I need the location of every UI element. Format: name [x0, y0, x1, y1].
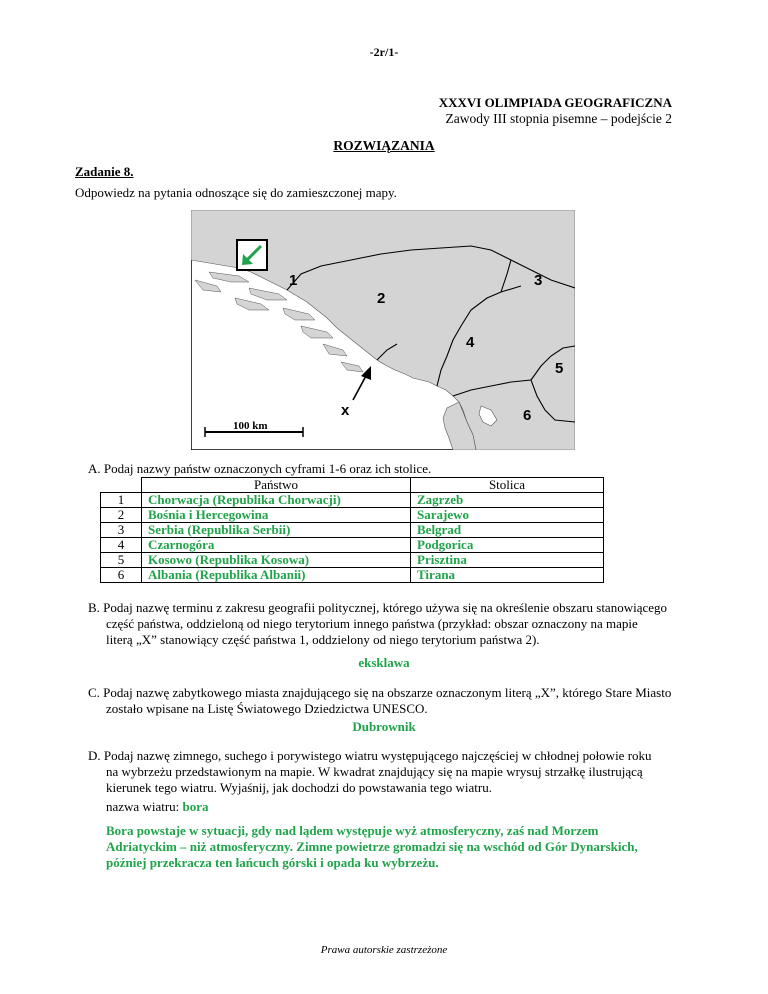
- question-c: C. Podaj nazwę zabytkowego miasta znajdującego się na obszarze oznaczonym literą „X”, którego Stare Miasto zostało wpisane na Listę Światowego Dziedzictwa UNESCO.: [88, 685, 672, 716]
- map-label-6: 6: [523, 407, 532, 424]
- col-capital-header: Stolica: [411, 478, 604, 493]
- page-number: -2r/1-: [369, 45, 399, 59]
- olympiad-subtitle: Zawody III stopnia pisemne – podejście 2: [445, 111, 672, 126]
- col-state-header: Państwo: [142, 478, 411, 493]
- wind-name-line: [106, 799, 209, 815]
- wind-explanation: Bora powstaje w sytuacji, gdy nad lądem występuje wyż atmosferyczny, zaś nad Morzem Adriatyckim – niż atmosferyczny. Zimne powietrze gromadzi się na wschód od Gór Dynarskich, później przekracza ten łańcuch górski i opada ku wybrzeżu.: [106, 823, 638, 870]
- map-label-2: 2: [377, 290, 386, 307]
- table-row: 5 Kosowo (Republika Kosowa) Prisztina: [101, 553, 604, 568]
- section-title: ROZWIĄZANIA: [333, 138, 435, 153]
- table-header-row: [101, 478, 604, 493]
- table-row: 6 Albania (Republika Albanii) Tirana: [101, 568, 604, 583]
- wind-label: nazwa wiatru:: [106, 799, 183, 814]
- copyright-footer: Prawa autorskie zastrzeżone: [320, 944, 448, 956]
- map-label-4: 4: [466, 334, 475, 351]
- task-intro: Odpowiedz na pytania odnoszące się do zamieszczonej mapy.: [75, 185, 397, 200]
- balkan-map: [191, 210, 575, 450]
- states-table: [100, 477, 604, 583]
- answer-c: Dubrownik: [352, 719, 416, 734]
- map-label-x: x: [341, 402, 350, 419]
- table-row: 4 Czarnogóra Podgorica: [101, 538, 604, 553]
- wind-name: bora: [182, 799, 209, 814]
- answer-b: eksklawa: [358, 655, 410, 670]
- question-d: D. Podaj nazwę zimnego, suchego i porywistego wiatru występującego najczęściej w chłodnej połowie roku na wybrzeżu przedstawionym na mapie. W kwadrat znajdujący się na mapie wrysuj strzałkę ilustrującą kierunek tego wiatru. Wyjaśnij, jak dochodzi do powstawania tego wiatru.: [88, 748, 652, 795]
- map-label-3: 3: [534, 272, 543, 289]
- map-label-5: 5: [555, 360, 564, 377]
- task-label: Zadanie 8.: [75, 164, 134, 179]
- map-label-1: 1: [289, 272, 298, 289]
- question-b: B. Podaj nazwę terminu z zakresu geografii politycznej, którego używa się na określenie obszaru stanowiącego część państwa, oddzieloną od niego terytorium innego państwa (przykład: obszar oznaczony na mapie literą „X” stanowiący część państwa 1, oddzielony od niego terytorium państwa 2).: [88, 600, 668, 647]
- question-a: A. Podaj nazwy państw oznaczonych cyframi 1-6 oraz ich stolice.: [88, 461, 432, 476]
- olympiad-title: XXXVI OLIMPIADA GEOGRAFICZNA: [438, 95, 672, 110]
- table-row: 3 Serbia (Republika Serbii) Belgrad: [101, 523, 604, 538]
- table-row: 1 Chorwacja (Republika Chorwacji) Zagrzeb: [101, 493, 604, 508]
- scale-label: 100 km: [233, 420, 268, 432]
- table-row: 2 Bośnia i Hercegowina Sarajewo: [101, 508, 604, 523]
